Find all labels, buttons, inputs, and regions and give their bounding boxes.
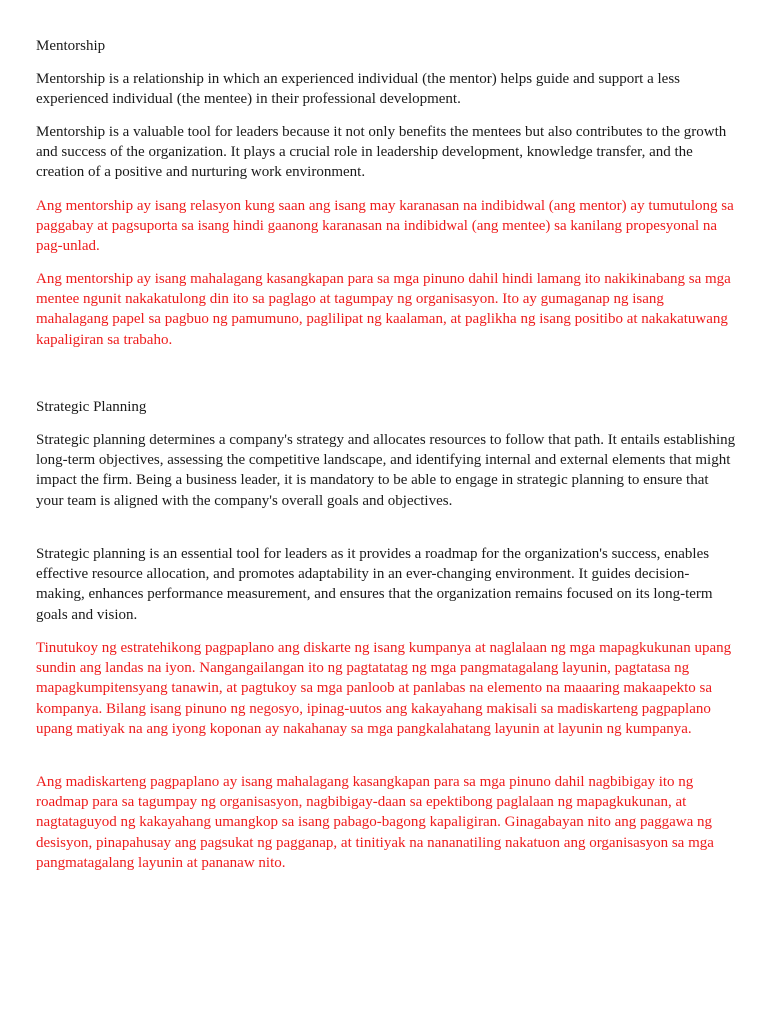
strategic-planning-value-paragraph: Strategic planning is an essential tool for leaders as it provides a roadmap for the organization's success, enables effective resource allocation, and promotes adaptability in an ever-changing environment. It guides decision-making, enhances performance measurement, and ensures that the organization remains focused on its long-term goals and vision.: [36, 546, 713, 623]
mentorship-definition-translation: Ang mentorship ay isang relasyon kung saan ang isang may karanasan na indibidwal (ang mentor) ay tumutulong sa paggabay at pagsuporta sa isang hindi gaanong karanasan na indibidwal (ang mentee) sa kanilang propesyonal na pag-unlad.: [36, 198, 734, 255]
strategic-planning-value-translation: Ang madiskarteng pagpaplano ay isang mahalagang kasangkapan para sa mga pinuno dahil nagbibigay ito ng roadmap para sa tagumpay ng organisasyon, nagbibigay-daan sa epektibong paglalaan ng mapagkukunan, at nagtataguyod ng kakayahang umangkop sa isang pabago-bagong kapaligiran. Ginagabayan nito ang paggawa ng desisyon, pinapahusay ang pagsukat ng pagganap, at tinitiyak na nananatiling nakatuon ang organisasyon sa mga pangmatagalang layunin at pananaw nito.: [36, 774, 714, 871]
section-heading-mentorship: Mentorship: [36, 38, 106, 54]
mentorship-value-translation: Ang mentorship ay isang mahalagang kasangkapan para sa mga pinuno dahil hindi lamang ito nakikinabang sa mga mentee ngunit nakakatulong din ito sa paglago at tagumpay ng organisasyon. Ito ay gumaganap ng isang mahalagang papel sa pagbuo ng pamumuno, paglilipat ng kaalaman, at paglikha ng isang positibo at nakakatuwang kapaligiran sa trabaho.: [36, 271, 731, 348]
mentorship-value-paragraph: Mentorship is a valuable tool for leaders because it not only benefits the mentees but also contributes to the growth and success of the organization. It plays a crucial role in leadership development, knowledge transfer, and the creation of a positive and nurturing work environment.: [36, 124, 727, 181]
section-heading-strategic-planning: Strategic Planning: [36, 399, 147, 415]
strategic-planning-definition-translation: Tinutukoy ng estratehikong pagpaplano ang diskarte ng isang kumpanya at naglalaan ng mga mapagkukunan upang sundin ang landas na iyon. Nangangailangan ito ng pagtatatag ng mga pangmatagalang layunin, pagtatasa ng mapagkumpitensyang tanawin, at pagtukoy sa mga panloob at panlabas na elemento na maaaring makaapekto sa kompanya. Bilang isang pinuno ng negosyo, ipinag-uutos ang kakayahang makisali sa madiskarteng pagpaplano upang matiyak na ang iyong koponan ay nakahanay sa mga pangkalahatang layunin at layunin ng kumpanya.: [36, 640, 732, 737]
strategic-planning-definition-paragraph: Strategic planning determines a company's strategy and allocates resources to follow that path. It entails establishing long-term objectives, assessing the competitive landscape, and identifying internal and external elements that might impact the firm. Being a business leader, it is mandatory to be able to engage in strategic planning to ensure that your team is aligned with the company's overall goals and objectives.: [36, 432, 736, 509]
mentorship-definition-paragraph: Mentorship is a relationship in which an experienced individual (the mentor) helps guide and support a less experienced individual (the mentee) in their professional development.: [36, 71, 681, 108]
